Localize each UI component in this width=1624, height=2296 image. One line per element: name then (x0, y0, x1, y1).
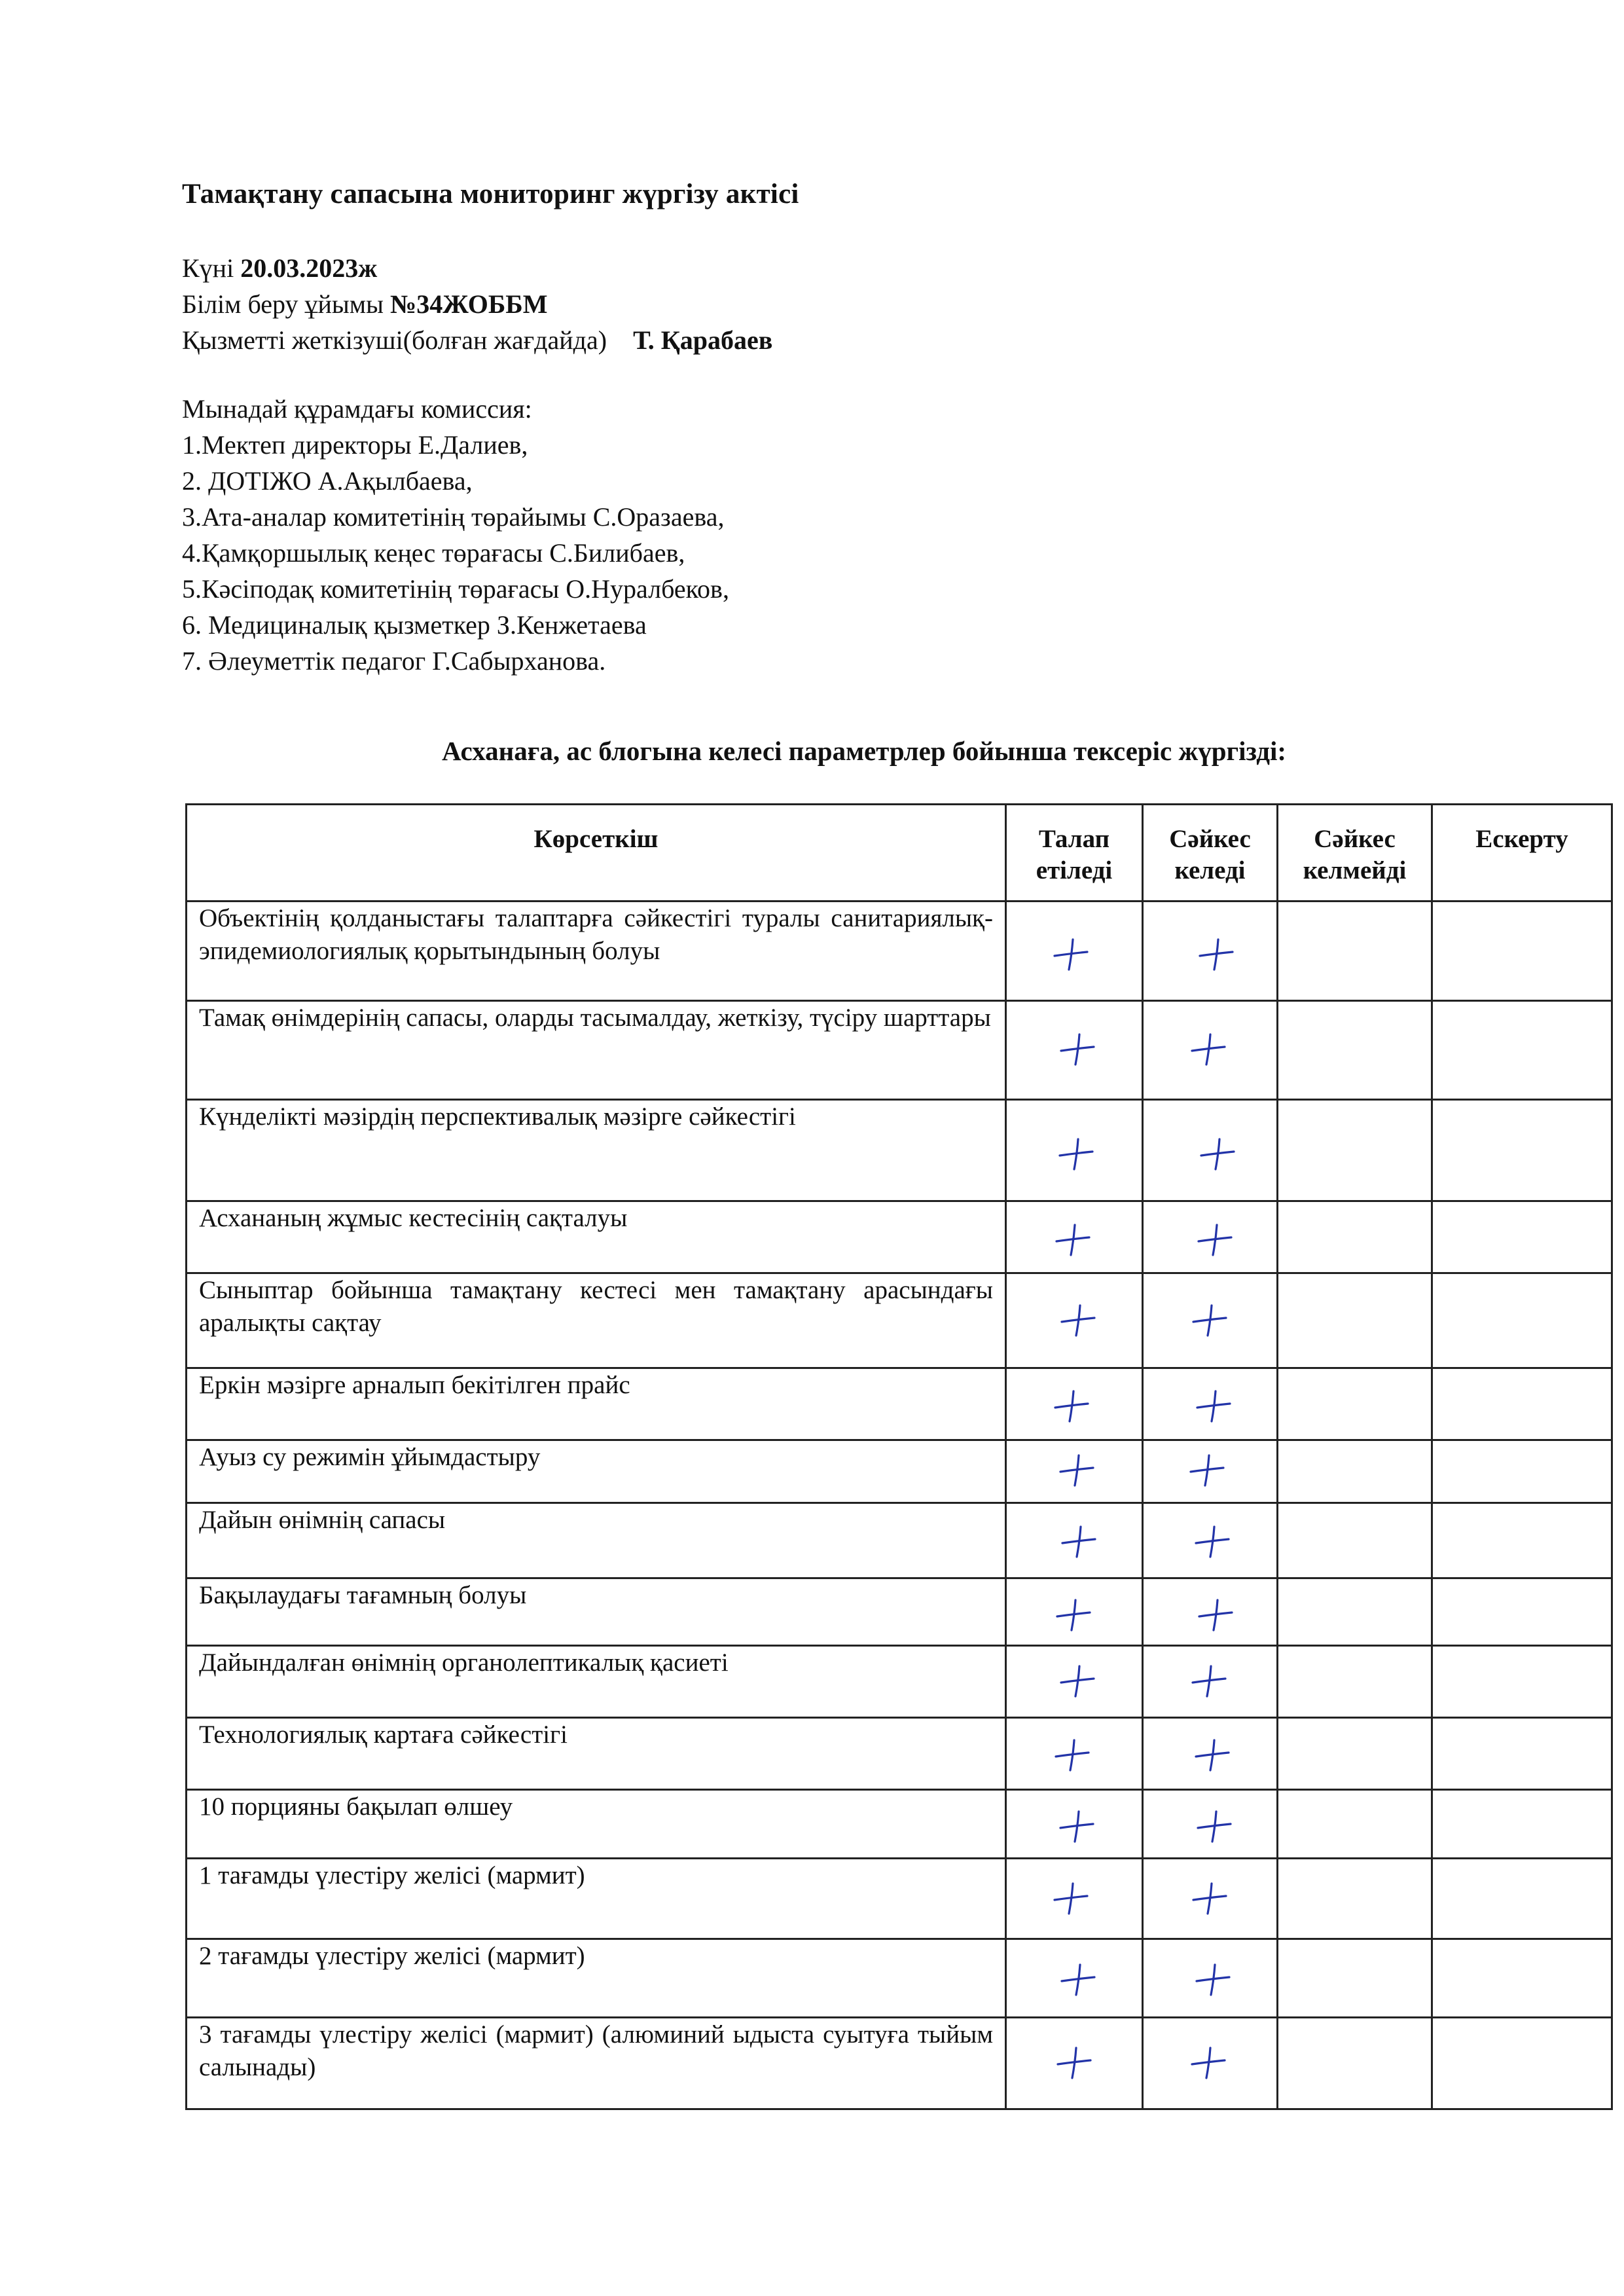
handwritten-plus-icon (1051, 1386, 1091, 1425)
handwritten-plus-icon (1058, 1522, 1098, 1561)
table-row (187, 1368, 1612, 1440)
handwritten-plus-icon (1058, 1959, 1097, 1999)
noncompliant-cell (1278, 1718, 1432, 1790)
indicator-cell: Объектінің қолданыстағы талаптарға сәйкестігі туралы санитариялық-эпидемиологиялық қорытындының болуы (187, 902, 1006, 1001)
noncompliant-cell (1278, 1001, 1432, 1100)
table-header-row (187, 805, 1612, 902)
handwritten-plus-icon (1194, 1806, 1233, 1846)
noncompliant-cell (1278, 1939, 1432, 2018)
note-cell (1432, 1368, 1612, 1440)
note-cell (1432, 1273, 1612, 1368)
handwritten-plus-icon (1195, 1595, 1235, 1634)
handwritten-plus-icon (1054, 2043, 1093, 2082)
compliant-cell (1143, 1646, 1278, 1718)
commission-member: 7. Әлеуметтік педагог Г.Сабырханова. (182, 646, 606, 676)
noncompliant-cell (1278, 2018, 1432, 2109)
handwritten-plus-icon (1057, 1029, 1096, 1068)
indicator-cell: Дайын өнімнің сапасы (187, 1503, 1006, 1578)
handwritten-plus-icon (1051, 1878, 1090, 1918)
provider-value: Т. Қарабаев (633, 325, 773, 355)
required-cell (1006, 1201, 1143, 1273)
handwritten-plus-icon (1188, 1029, 1227, 1068)
compliant-cell (1143, 1578, 1278, 1646)
compliant-cell (1143, 1718, 1278, 1790)
compliant-cell (1143, 1790, 1278, 1859)
indicator-cell: Бақылаудағы тағамның болуы (187, 1578, 1006, 1646)
noncompliant-cell (1278, 1578, 1432, 1646)
compliant-cell (1143, 1001, 1278, 1100)
commission-member: 4.Қамқоршылық кеңес төрағасы С.Билибаев, (182, 538, 685, 568)
required-cell (1006, 1646, 1143, 1718)
compliant-cell (1143, 2018, 1278, 2109)
indicator-cell: Технологиялық картаға сәйкестігі (187, 1718, 1006, 1790)
handwritten-plus-icon (1188, 2043, 1227, 2082)
compliant-cell (1143, 1368, 1278, 1440)
handwritten-plus-icon (1195, 1220, 1234, 1259)
note-cell (1432, 1939, 1612, 2018)
compliant-cell (1143, 1201, 1278, 1273)
provider-line (182, 322, 772, 358)
note-cell (1432, 902, 1612, 1001)
indicator-cell: Ауыз су режимін ұйымдастыру (187, 1440, 1006, 1503)
required-cell (1006, 902, 1143, 1001)
indicator-cell: Тамақ өнімдерінің сапасы, оларды тасымалдау, жеткізу, түсіру шарттары (187, 1001, 1006, 1100)
header-compliant: Сәйкес келеді (1143, 805, 1278, 902)
compliant-cell (1143, 1273, 1278, 1368)
table-row (187, 1201, 1612, 1273)
table-row (187, 1939, 1612, 2018)
note-cell (1432, 1100, 1612, 1201)
handwritten-plus-icon (1187, 1450, 1226, 1489)
indicator-cell: 2 тағамды үлестіру желісі (мармит) (187, 1939, 1006, 2018)
noncompliant-cell (1278, 1790, 1432, 1859)
note-cell (1432, 1001, 1612, 1100)
table-row (187, 1001, 1612, 1100)
noncompliant-cell (1278, 1503, 1432, 1578)
note-cell (1432, 1503, 1612, 1578)
commission-member: 3.Ата-аналар комитетінің төрайымы С.Оразаева, (182, 502, 725, 532)
compliant-cell (1143, 1939, 1278, 2018)
document-meta (182, 250, 772, 358)
compliant-cell (1143, 1859, 1278, 1939)
required-cell (1006, 1440, 1143, 1503)
note-cell (1432, 2018, 1612, 2109)
header-indicator: Көрсеткіш (187, 805, 1006, 902)
commission-list (182, 391, 729, 679)
noncompliant-cell (1278, 1100, 1432, 1201)
handwritten-plus-icon (1056, 1134, 1095, 1173)
handwritten-plus-icon (1057, 1661, 1096, 1700)
handwritten-plus-icon (1052, 1735, 1091, 1774)
required-cell (1006, 1503, 1143, 1578)
table-row (187, 1578, 1612, 1646)
organization-line (182, 286, 772, 322)
required-cell (1006, 1368, 1143, 1440)
handwritten-plus-icon (1053, 1220, 1092, 1259)
indicator-cell: 10 порцияны бақылап өлшеу (187, 1790, 1006, 1859)
noncompliant-cell (1278, 902, 1432, 1001)
indicator-cell: Дайындалған өнімнің органолептикалық қасиеті (187, 1646, 1006, 1718)
required-cell (1006, 1790, 1143, 1859)
handwritten-plus-icon (1189, 1661, 1228, 1700)
handwritten-plus-icon (1056, 1806, 1096, 1846)
commission-member: 5.Кәсіподақ комитетінің төрағасы О.Нуралбеков, (182, 574, 729, 604)
date-value: 20.03.2023ж (240, 253, 378, 283)
table-row (187, 1859, 1612, 1939)
header-note: Ескерту (1432, 805, 1612, 902)
commission-member: 2. ДОТІЖО А.Ақылбаева, (182, 466, 473, 496)
noncompliant-cell (1278, 1368, 1432, 1440)
commission-member: 1.Мектеп директоры Е.Далиев, (182, 430, 528, 460)
table-row (187, 1273, 1612, 1368)
handwritten-plus-icon (1189, 1300, 1229, 1339)
noncompliant-cell (1278, 1859, 1432, 1939)
table-row (187, 1790, 1612, 1859)
required-cell (1006, 2018, 1143, 2109)
required-cell (1006, 1578, 1143, 1646)
required-cell (1006, 1273, 1143, 1368)
required-cell (1006, 1939, 1143, 2018)
compliant-cell (1143, 902, 1278, 1001)
handwritten-plus-icon (1196, 934, 1235, 974)
noncompliant-cell (1278, 1440, 1432, 1503)
indicator-cell: Асхананың жұмыс кестесінің сақталуы (187, 1201, 1006, 1273)
handwritten-plus-icon (1193, 1386, 1233, 1425)
handwritten-plus-icon (1197, 1134, 1236, 1173)
handwritten-plus-icon (1192, 1522, 1231, 1561)
table-row (187, 1646, 1612, 1718)
table-body (187, 902, 1612, 2109)
handwritten-plus-icon (1053, 1595, 1092, 1634)
note-cell (1432, 1859, 1612, 1939)
indicator-cell: Еркін мәзірге арналып бекітілген прайс (187, 1368, 1006, 1440)
table-row (187, 1503, 1612, 1578)
noncompliant-cell (1278, 1646, 1432, 1718)
compliant-cell (1143, 1440, 1278, 1503)
date-label: Күні (182, 253, 234, 283)
table-row (187, 1718, 1612, 1790)
organization-label: Білім беру ұйымы (182, 289, 384, 319)
note-cell (1432, 1718, 1612, 1790)
handwritten-plus-icon (1192, 1735, 1231, 1774)
note-cell (1432, 1201, 1612, 1273)
compliant-cell (1143, 1100, 1278, 1201)
section-title: Асханаға, ас блогына келесі параметрлер бойынша тексеріс жүргізді: (441, 736, 1287, 766)
date-line (182, 250, 772, 286)
table-row (187, 902, 1612, 1001)
table-row (187, 1100, 1612, 1201)
table-row (187, 1440, 1612, 1503)
commission-intro: Мынадай құрамдағы комиссия: (182, 394, 532, 424)
required-cell (1006, 1718, 1143, 1790)
indicator-cell: 3 тағамды үлестіру желісі (мармит) (алюминий ыдыста суытуға тыйым салынады) (187, 2018, 1006, 2109)
note-cell (1432, 1440, 1612, 1503)
table-row (187, 2018, 1612, 2109)
handwritten-plus-icon (1058, 1300, 1097, 1339)
document-title: Тамақтану сапасына мониторинг жүргізу актісі (182, 179, 799, 210)
commission-member: 6. Медициналық қызметкер З.Кенжетаева (182, 610, 647, 640)
indicator-cell: Сыныптар бойынша тамақтану кестесі мен тамақтану арасындағы аралықты сақтау (187, 1273, 1006, 1368)
handwritten-plus-icon (1056, 1450, 1096, 1489)
required-cell (1006, 1100, 1143, 1201)
organization-value: №34ЖОББМ (390, 289, 548, 319)
note-cell (1432, 1578, 1612, 1646)
header-required: Талап етіледі (1006, 805, 1143, 902)
compliant-cell (1143, 1503, 1278, 1578)
note-cell (1432, 1646, 1612, 1718)
inspection-table (185, 803, 1613, 2110)
note-cell (1432, 1790, 1612, 1859)
required-cell (1006, 1001, 1143, 1100)
handwritten-plus-icon (1051, 934, 1090, 974)
header-noncompliant: Сәйкес келмейді (1278, 805, 1432, 902)
required-cell (1006, 1859, 1143, 1939)
indicator-cell: Күнделікті мәзірдің перспективалық мәзірге сәйкестігі (187, 1100, 1006, 1201)
noncompliant-cell (1278, 1273, 1432, 1368)
handwritten-plus-icon (1193, 1959, 1232, 1999)
handwritten-plus-icon (1189, 1878, 1229, 1918)
provider-label: Қызметті жеткізуші(болған жағдайда) (182, 325, 607, 355)
indicator-cell: 1 тағамды үлестіру желісі (мармит) (187, 1859, 1006, 1939)
noncompliant-cell (1278, 1201, 1432, 1273)
